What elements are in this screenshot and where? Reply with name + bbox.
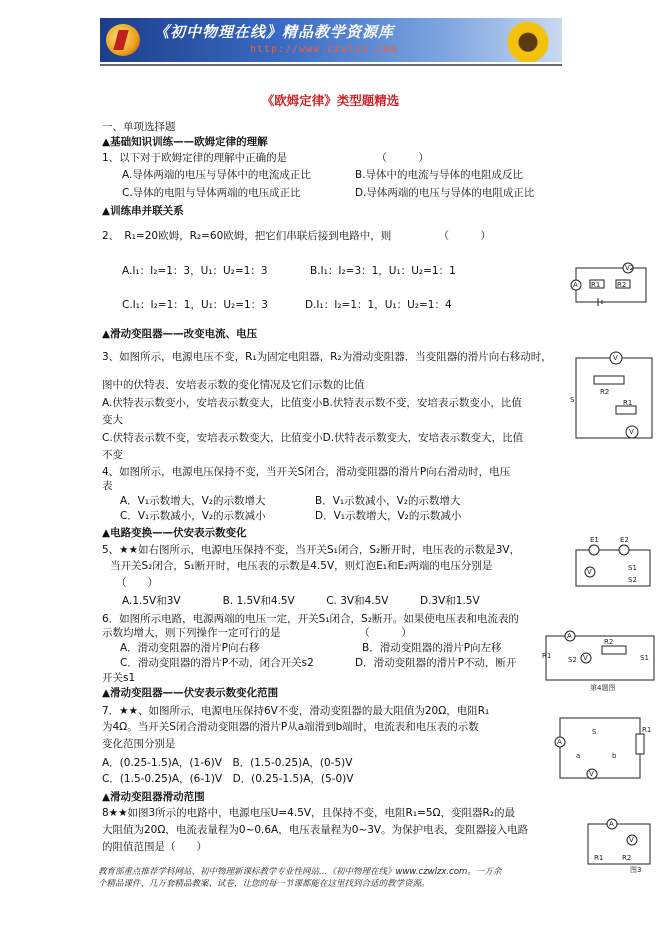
subsection-heading: ▲电路变换——伏安表示数变化 xyxy=(102,527,247,539)
question-5-line: 当开关S₂闭合，S₁断开时，电压表的示数是4.5V，则灯泡E₁和E₂两端的电压分别是 xyxy=(110,560,493,572)
question-3-line: C.伏特表示数不变，安培表示数变大，比值变小D.伏特表示数变大，安培表示数变大，比值 xyxy=(102,432,524,444)
question-6-line: 6．如图所示电路，电源两端的电压一定，开关S₁闭合，S₂断开。如果使电压表和电流表的 xyxy=(102,613,519,625)
section-heading: 一、单项选择题 xyxy=(102,121,176,133)
resistor-label: R1 xyxy=(591,281,601,289)
voltmeter-label: V xyxy=(589,770,594,778)
resistor-label: R1 xyxy=(542,652,552,660)
circuit-diagram-q2 xyxy=(568,258,653,310)
question-4-line: 表 xyxy=(102,480,113,492)
lamp-label: E1 xyxy=(590,536,599,544)
question-2-stem: 2、 R₁=20欧姆，R₂=60欧姆，把它们串联后接到电路中，则 （ ） xyxy=(102,230,492,242)
figure-caption: 图3 xyxy=(630,866,642,874)
lamp-label: E2 xyxy=(620,536,629,544)
question-3-line: 3、如图所示，电源电压不变，R₁为固定电阻器，R₂为滑动变阻器．当变阻器的滑片向右移动时， xyxy=(102,351,552,363)
circuit-diagram-q5 xyxy=(570,536,656,592)
switch-label: S xyxy=(592,728,597,736)
question-1-option-a: A.导体两端的电压与导体中的电流成正比 xyxy=(122,169,311,181)
question-6-option-a: A．滑动变阻器的滑片P向右移 xyxy=(120,642,260,654)
switch-label: S1 xyxy=(628,564,637,572)
voltmeter-label: V xyxy=(629,836,634,844)
terminal-b-label: b xyxy=(612,752,617,760)
sunflower-icon xyxy=(500,18,556,62)
question-7-line: 变化范围分别是 xyxy=(102,738,176,750)
ammeter-label: A xyxy=(573,281,578,289)
voltmeter-label: V xyxy=(583,654,588,662)
voltmeter-label: V2 xyxy=(625,264,635,272)
question-4-option-a: A．V₁示数增大，V₂的示数增大 xyxy=(120,495,266,507)
terminal-a-label: a xyxy=(576,752,581,760)
ammeter-label: A xyxy=(567,632,572,640)
circuit-diagram-q3 xyxy=(568,350,656,442)
question-8-line: 8★★如图3所示的电路中，电源电压U=4.5V，且保持不变，电阻R₁=5Ω，变阻器R₂的最 xyxy=(102,807,516,819)
question-3-line: A.伏特表示数变小，安培表示数变大，比值变小B.伏特表示数不变，安培表示数变小，比值 xyxy=(102,397,522,409)
question-1-option-b: B.导体中的电流与导体的电阻成反比 xyxy=(355,169,524,181)
resistor-label: R1 xyxy=(623,399,633,407)
switch-label: S2 xyxy=(568,656,577,664)
question-3-line: 图中的伏特表、安培表示数的变化情况及它们示数的比值 xyxy=(102,379,365,391)
rheostat-label: R2 xyxy=(622,854,632,862)
question-6-line: 示数均增大，则下列操作一定可行的是 （ ） xyxy=(102,627,412,639)
switch-label: S xyxy=(570,396,575,404)
switch-label: S2 xyxy=(628,576,637,584)
question-1-stem: 1、以下对于欧姆定律的理解中正确的是 （ ） xyxy=(102,152,429,164)
circuit-diagram-q7 xyxy=(552,710,652,784)
question-7-options-cd: C．(1.5-0.25)A，(6-1)V D．(0.25-1.5)A，(5-0)V xyxy=(102,773,354,785)
question-6-option-d: D．滑动变阻器的滑片P不动，断开 xyxy=(355,657,517,669)
document-title: 《欧姆定律》类型题精选 xyxy=(261,93,400,108)
question-8-line: 大阻值为20Ω，电流表量程为0~0.6A，电压表量程为0~3V。为保护电表，变阻器接入电路 xyxy=(102,824,529,836)
page-footer xyxy=(98,866,578,890)
question-8-line: 的阻值范围是（ ） xyxy=(102,841,207,853)
banner-title: 《初中物理在线》精品教学资源库 xyxy=(154,23,395,41)
resistor-label: R2 xyxy=(617,281,627,289)
voltmeter-label: V xyxy=(587,568,592,576)
site-logo-icon xyxy=(106,24,140,56)
question-3-line: 变大 xyxy=(102,414,123,426)
question-7-options-ab: A．(0.25-1.5)A，(1-6)V B．(1.5-0.25)A，(0-5)V xyxy=(102,757,353,769)
subsection-heading: ▲滑动变阻器滑动范围 xyxy=(102,791,205,803)
question-4-option-b: B．V₁示数减小，V₂的示数增大 xyxy=(315,495,461,507)
resistor-label: R1 xyxy=(642,726,652,734)
subsection-heading: ▲基础知识训练——欧姆定律的理解 xyxy=(102,136,268,148)
question-2-option-b: B.I₁：I₂=3：1，U₁：U₂=1：1 xyxy=(310,265,456,277)
question-2-option-c: C.I₁：I₂=1：1，U₁：U₂=1：3 xyxy=(122,299,268,311)
question-4-option-c: C．V₁示数减小，V₂的示数减小 xyxy=(120,510,266,522)
switch-label: S1 xyxy=(640,654,649,662)
question-1-option-d: D.导体两端的电压与导体的电阻成正比 xyxy=(355,187,535,199)
ammeter-label: A xyxy=(609,820,614,828)
question-1-option-c: C.导体的电阻与导体两端的电压成正比 xyxy=(122,187,301,199)
question-6-option-d-cont: 开关s1 xyxy=(102,672,136,684)
figure-caption: 第4题图 xyxy=(590,684,616,692)
question-7-line: 为4Ω。当开关S闭合滑动变阻器的滑片P从a端滑到b端时，电流表和电压表的示数 xyxy=(102,721,479,733)
header-divider xyxy=(100,64,562,66)
circuit-diagram-q6 xyxy=(540,628,658,692)
rheostat-label: R2 xyxy=(600,388,610,396)
subsection-heading: ▲滑动变阻器——改变电流、电压 xyxy=(102,328,258,340)
ammeter-label: A xyxy=(557,738,562,746)
question-5-options: A.1.5V和3V B. 1.5V和4.5V C. 3V和4.5V D.3V和1.5V xyxy=(122,595,480,607)
question-5-line: （ ） xyxy=(116,577,158,589)
question-5-line: 5、★★如右图所示，电源电压保持不变，当开关S₁闭合，S₂断开时，电压表的示数是3V， xyxy=(102,544,521,556)
footer-line: 教育部重点推荐学科网站、初中物理新课标教学专业性网站…《初中物理在线》www.czwlzx.com。一万余 xyxy=(98,867,502,877)
banner-url: http://www.czwlzx.com xyxy=(250,44,398,55)
resistor-label: R1 xyxy=(594,854,604,862)
header-banner xyxy=(100,18,562,62)
subsection-heading: ▲滑动变阻器——伏安表示数变化范围 xyxy=(102,687,279,699)
footer-line: 个精品课件、几万套精品教案、试卷，让您的每一节课都能在这里找到合适的教学资源。 xyxy=(98,879,430,889)
question-3-line: 不变 xyxy=(102,449,123,461)
question-6-option-b: B．滑动变阻器的滑片P向左移 xyxy=(362,642,502,654)
voltmeter-label: V xyxy=(629,428,634,436)
rheostat-label: R2 xyxy=(604,638,614,646)
subsection-heading: ▲训练串并联关系 xyxy=(102,205,184,217)
question-6-option-c: C．滑动变阻器的滑片P不动，闭合开关s2 xyxy=(120,657,314,669)
question-2-option-d: D.I₁：I₂=1：1，U₁：U₂=1：4 xyxy=(305,299,452,311)
circuit-diagram-q8 xyxy=(582,814,656,874)
question-7-line: 7．★★、如图所示，电源电压保持6V不变，滑动变阻器的最大阻值为20Ω，电阻R₁ xyxy=(102,705,490,717)
question-2-option-a: A.I₁：I₂=1：3，U₁：U₂=1：3 xyxy=(122,265,268,277)
question-4-option-d: D．V₁示数增大，V₂的示数减小 xyxy=(315,510,462,522)
voltmeter-label: V xyxy=(613,354,618,362)
question-4-line: 4、如图所示，电源电压保持不变，当开关S闭合，滑动变阻器的滑片P向右滑动时，电压 xyxy=(102,466,511,478)
